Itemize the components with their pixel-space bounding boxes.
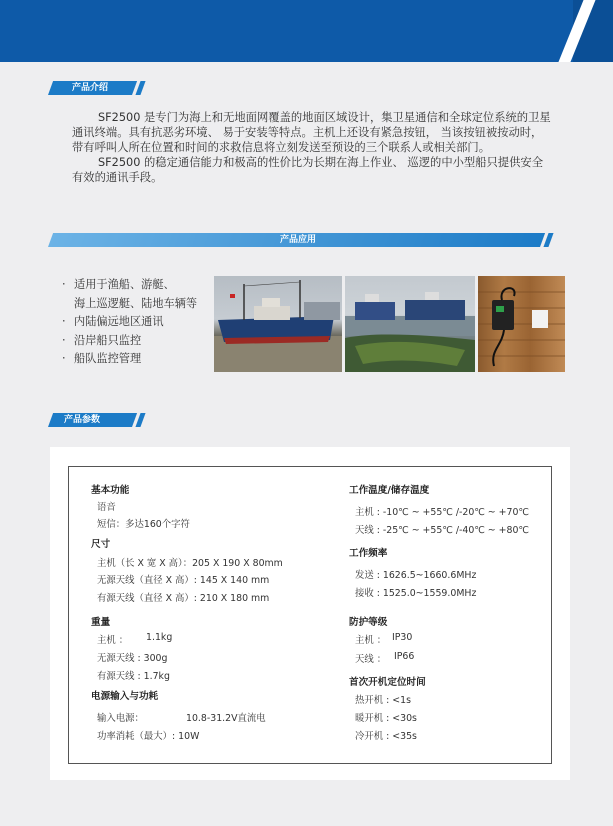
list-item: · 适用于渔船、游艇、 (62, 276, 197, 295)
fishing-boat-illustration (214, 276, 342, 372)
spec-freq-rx: 接收 : 1525.0~1559.0MHz (355, 588, 477, 599)
spec-weight-passive-antenna: 无源天线 : 300g (97, 653, 168, 664)
bullet-dot: · (62, 278, 66, 291)
spec-voice: 语音 (97, 502, 116, 513)
spec-fix-cold: 冷开机 : <35s (355, 731, 417, 742)
photo-fishing-boat (214, 276, 342, 372)
section-header-intro (48, 81, 168, 95)
list-item: · 船队监控管理 (62, 350, 197, 369)
spec-heading-frequency: 工作频率 (349, 548, 388, 559)
spec-temp-antenna: 天线 : -25℃ ~ +55℃ /-40℃ ~ +80℃ (355, 525, 529, 536)
photo-harbor (345, 276, 475, 372)
section-bar-tail (135, 81, 145, 95)
intro-paragraph-2: SF2500 的稳定通信能力和极高的性价比为长期在海上作业、 巡逻的中小型船只提供安全有效的通讯手段。 (72, 156, 543, 184)
list-item: 海上巡逻艇、陆地车辆等 (74, 296, 198, 310)
spec-heading-size: 尺寸 (91, 539, 111, 550)
spec-power-input-label: 输入电源： (97, 713, 144, 724)
photo-terminal-installation (478, 276, 565, 372)
intro-paragraph-1: SF2500 是专门为海上和无地面网覆盖的地面区域设计，集卫星通信和全球定位系统的卫星通讯终端。具有抗恶劣环境、 易于安装等特点。主机上还设有紧急按钮， 当该按钮被按动时， 带有呼叫人所在位置和时间的求救信息将立刻发送至预设的三个联系人或相关部门。 (72, 111, 551, 154)
section-header-application (48, 233, 558, 247)
section-bar-tail (135, 413, 145, 427)
bullet-dot: · (62, 315, 66, 329)
terminal-installation-illustration (478, 276, 565, 372)
spec-heading-first-fix: 首次开机定位时间 (349, 677, 426, 688)
spec-heading-weight: 重量 (91, 617, 111, 628)
bullet-dot: · (62, 352, 66, 366)
spec-weight-active-antenna: 有源天线 : 1.7kg (97, 671, 170, 682)
section-header-params (48, 413, 168, 427)
spec-protect-main-label: 主机 ： (355, 635, 387, 646)
spec-protect-antenna-value: IP66 (394, 651, 415, 662)
spec-heading-protection: 防护等级 (349, 617, 388, 628)
spec-protect-main-value: IP30 (392, 632, 413, 643)
spec-protect-antenna-label: 天线 ： (355, 654, 387, 665)
spec-heading-basic: 基本功能 (91, 485, 130, 496)
spec-power-input-value: 10.8-31.2V直流电 (186, 713, 266, 724)
spec-weight-main-value: 1.1kg (146, 632, 173, 643)
header-banner (0, 0, 613, 62)
list-item: · 内陆偏远地区通讯 (62, 313, 197, 332)
section-title-intro: 产品介绍 (72, 83, 109, 93)
spec-temp-main: 主机 : -10℃ ~ +55℃ /-20℃ ~ +70℃ (355, 507, 529, 518)
intro-text (72, 110, 552, 185)
harbor-illustration (345, 276, 475, 372)
spec-heading-temperature: 工作温度/储存温度 (349, 485, 430, 496)
spec-freq-tx: 发送 : 1626.5~1660.6MHz (355, 570, 477, 581)
spec-sms: 短信：多达160个字符 (97, 519, 190, 530)
spec-size-passive-antenna: 无源天线（直径 X 高）: 145 X 140 mm (97, 575, 270, 586)
spec-weight-main-label: 主机 ： (97, 635, 129, 646)
spec-size-main: 主机（长 X 宽 X 高）：205 X 190 X 80mm (97, 558, 283, 569)
section-bar-tail (543, 233, 553, 247)
spec-fix-hot: 热开机 : <1s (355, 695, 411, 706)
spec-power-consumption: 功率消耗（最大）: 10W (97, 731, 200, 742)
list-item: · 沿岸船只监控 (62, 332, 197, 351)
spec-heading-power: 电源输入与功耗 (91, 691, 159, 702)
section-title-params: 产品参数 (64, 415, 101, 425)
spec-size-active-antenna: 有源天线（直径 X 高）: 210 X 180 mm (97, 593, 270, 604)
spec-fix-warm: 暖开机 : <30s (355, 713, 417, 724)
bullet-dot: · (62, 333, 66, 347)
section-title-application: 产品应用 (280, 235, 317, 245)
application-list (62, 276, 197, 369)
